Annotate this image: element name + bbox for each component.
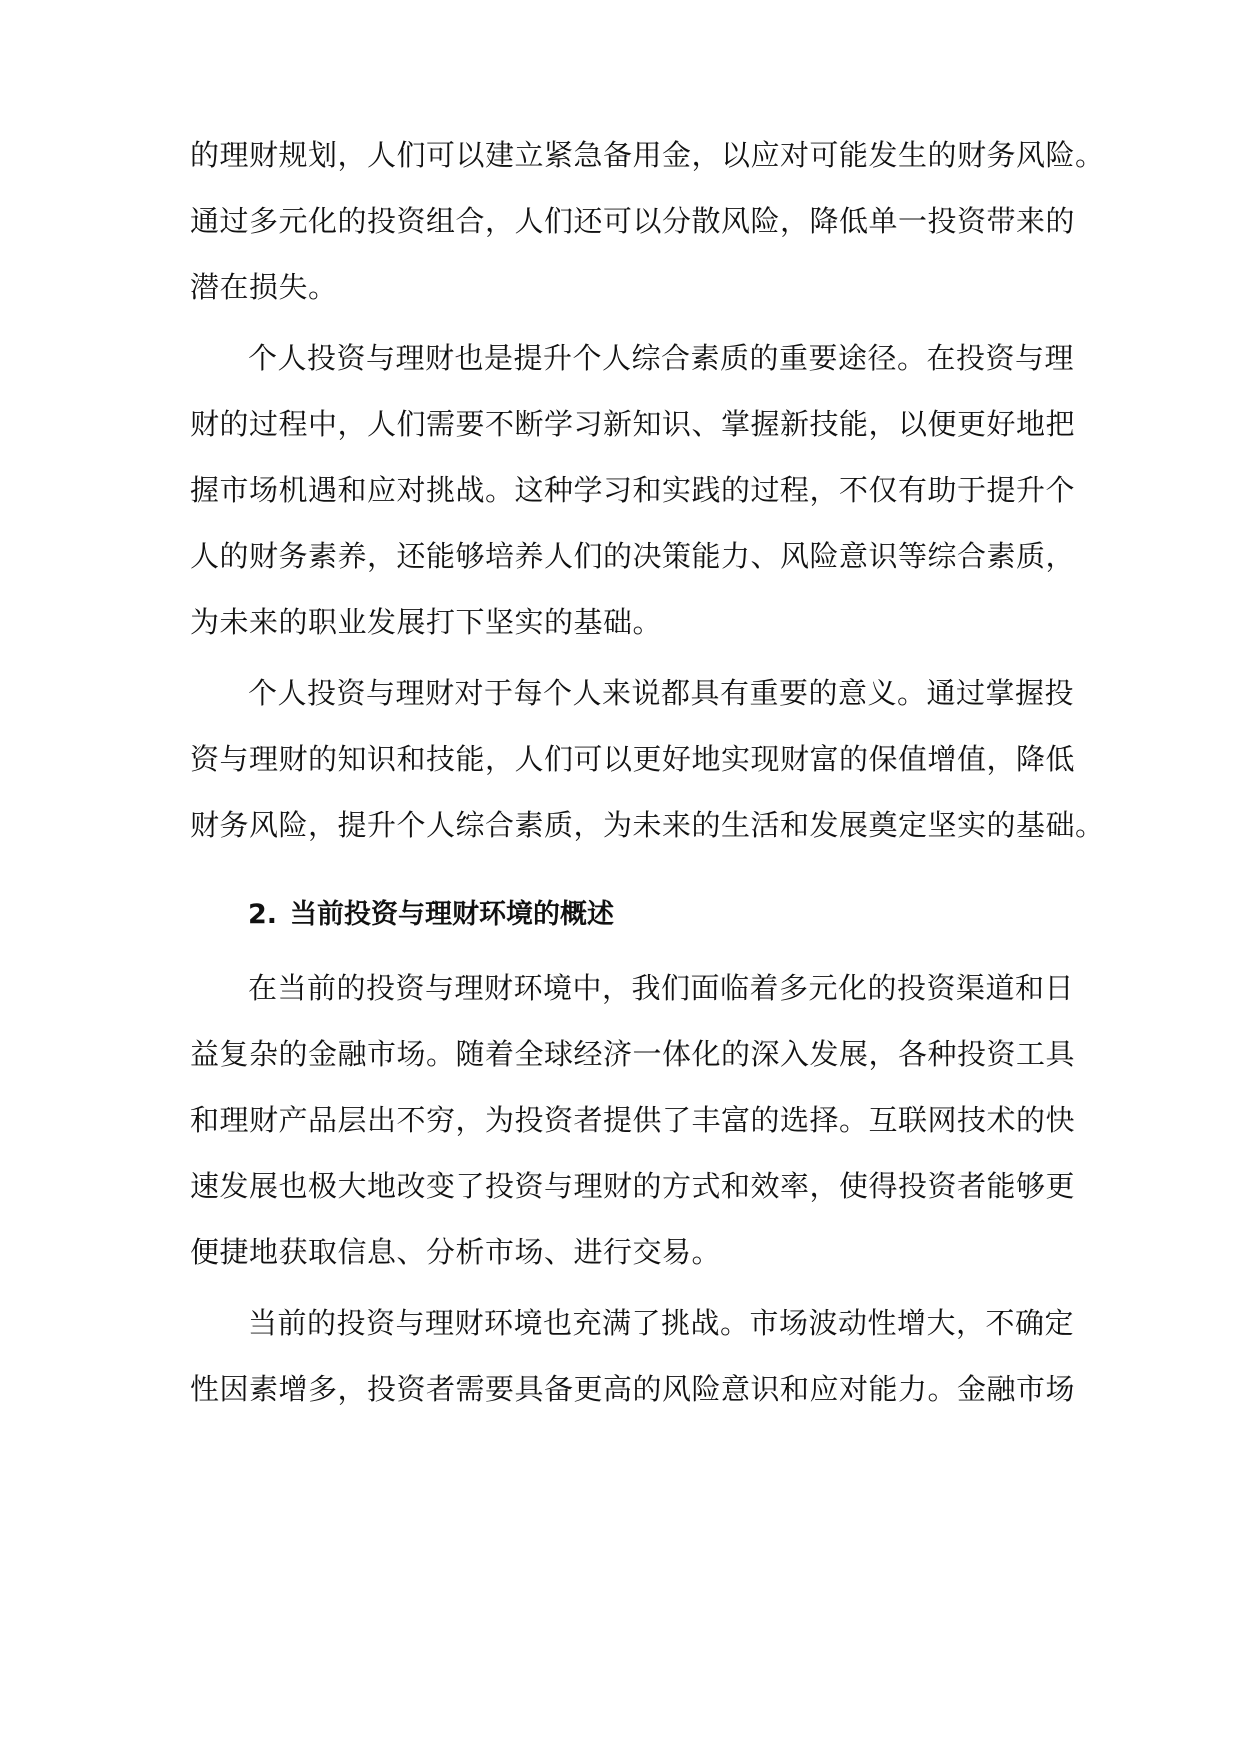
paragraph-line: 个人投资与理财也是提升个人综合素质的重要途径。在投资与理	[248, 341, 1075, 375]
section-title: 当前投资与理财环境的概述	[290, 899, 614, 930]
paragraph-line: 为未来的职业发展打下坚实的基础。	[190, 605, 663, 639]
paragraph-line: 当前的投资与理财环境也充满了挑战。市场波动性增大，不确定	[248, 1306, 1075, 1340]
paragraph-line: 人的财务素养，还能够培养人们的决策能力、风险意识等综合素质，	[190, 539, 1076, 573]
paragraph-line: 和理财产品层出不穷，为投资者提供了丰富的选择。互联网技术的快	[190, 1103, 1076, 1137]
paragraph-line: 便捷地获取信息、分析市场、进行交易。	[190, 1235, 722, 1269]
paragraph-line: 资与理财的知识和技能，人们可以更好地实现财富的保值增值，降低	[190, 742, 1076, 776]
paragraph-line: 财的过程中，人们需要不断学习新知识、掌握新技能，以便更好地把	[190, 407, 1076, 441]
paragraph-line: 性因素增多，投资者需要具备更高的风险意识和应对能力。金融市场	[190, 1372, 1076, 1406]
paragraph-line: 潜在损失。	[190, 270, 338, 304]
paragraph-line: 的理财规划，人们可以建立紧急备用金，以应对可能发生的财务风险。	[190, 138, 1105, 172]
paragraph-line: 通过多元化的投资组合，人们还可以分散风险，降低单一投资带来的	[190, 204, 1076, 238]
paragraph-line: 财务风险，提升个人综合素质，为未来的生活和发展奠定坚实的基础。	[190, 808, 1105, 842]
section-number: 2.	[248, 899, 278, 930]
paragraph-line: 握市场机遇和应对挑战。这种学习和实践的过程，不仅有助于提升个	[190, 473, 1076, 507]
paragraph-line: 速发展也极大地改变了投资与理财的方式和效率，使得投资者能够更	[190, 1169, 1076, 1203]
section-heading	[248, 895, 1060, 935]
paragraph-line: 在当前的投资与理财环境中，我们面临着多元化的投资渠道和日	[248, 971, 1075, 1005]
paragraph-line: 益复杂的金融市场。随着全球经济一体化的深入发展，各种投资工具	[190, 1037, 1076, 1071]
paragraph-line: 个人投资与理财对于每个人来说都具有重要的意义。通过掌握投	[248, 676, 1075, 710]
